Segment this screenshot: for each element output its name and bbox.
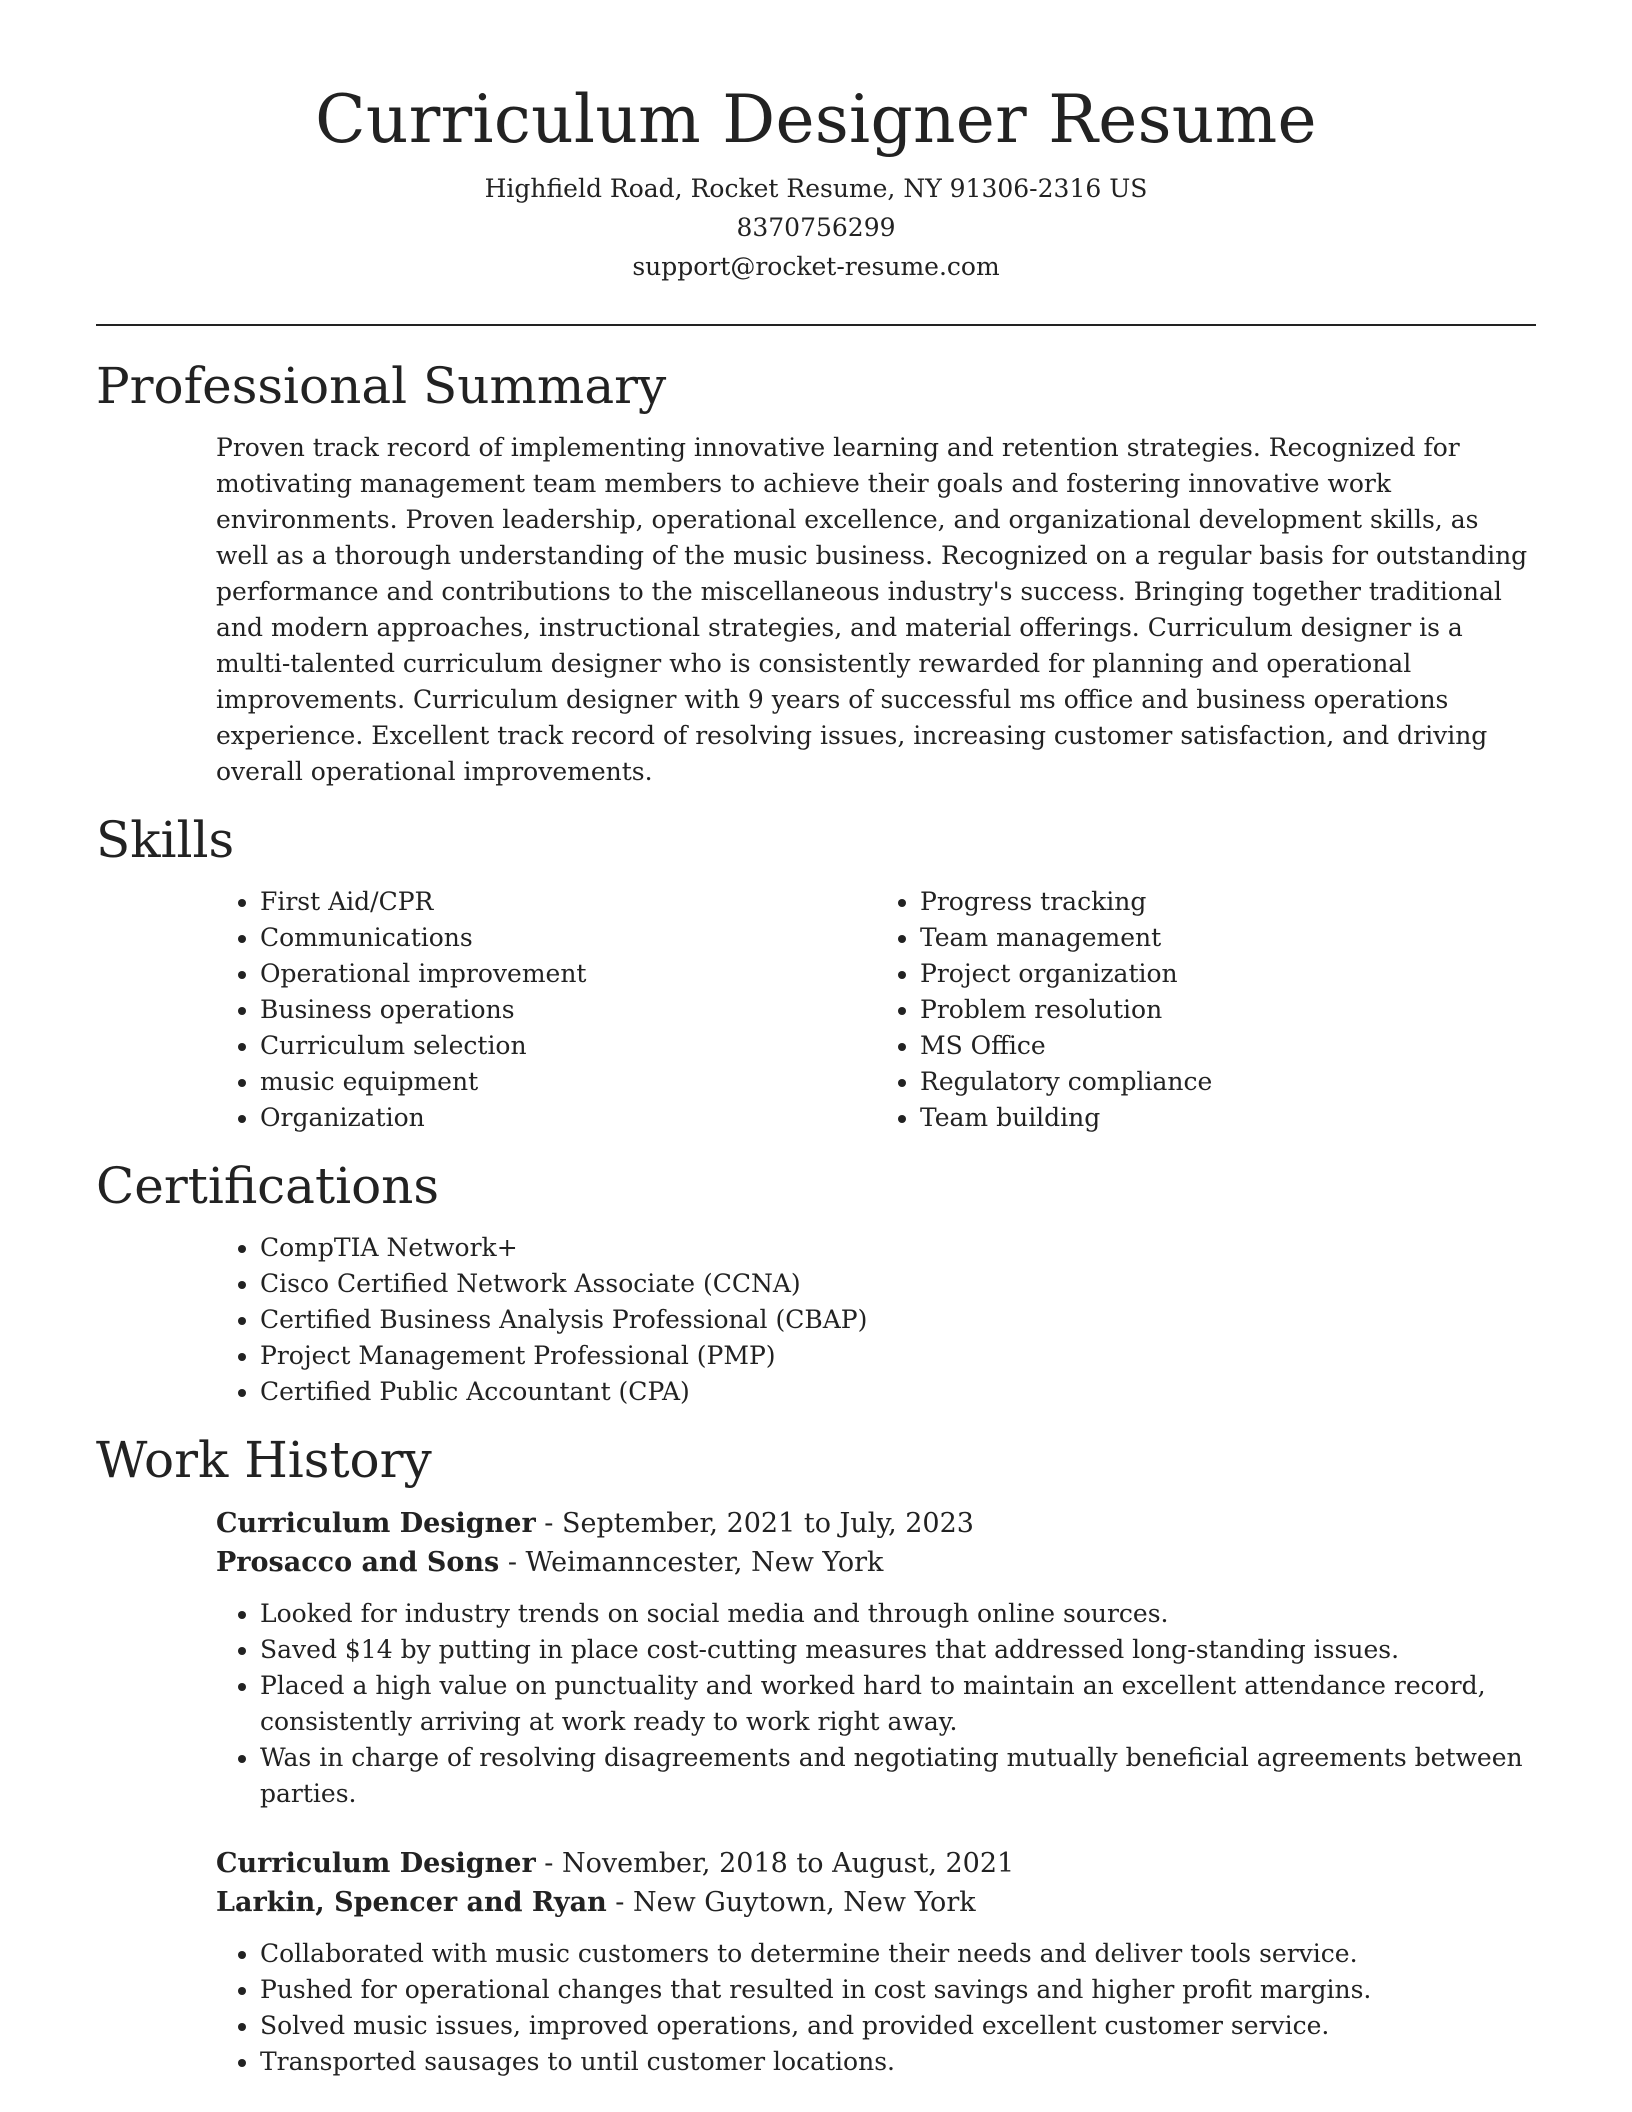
professional-summary-section	[96, 356, 1536, 790]
certifications-list	[216, 1230, 1536, 1410]
job-company-line	[216, 1543, 1536, 1582]
job-bullets	[216, 1936, 1536, 2080]
certifications-heading: Certifications	[96, 1157, 440, 1216]
job-title: Curriculum Designer	[216, 1848, 536, 1880]
certification-item: • Project Management Professional (PMP)	[260, 1338, 1536, 1374]
job-bullet: • Transported sausages to until customer locations.	[260, 2044, 1536, 2080]
job-dates: - September, 2021 to July, 2023	[535, 1508, 974, 1540]
job-bullet: • Was in charge of resolving disagreements and negotiating mutually beneficial agreements between parties.	[260, 1740, 1536, 1812]
skill-item: • music equipment	[260, 1064, 876, 1100]
contact-email: support@rocket-resume.com	[632, 252, 1000, 282]
job-company: Prosacco and Sons	[216, 1547, 500, 1579]
work-history-heading: Work History	[96, 1431, 432, 1490]
skill-item: • Project organization	[920, 956, 1536, 992]
professional-summary-text: Proven track record of implementing innovative learning and retention strategies. Recognized for motivating management team members to achieve their goals and fostering innovative work environments. Proven leadership, operational excellence, and organizational development skills, as well as a thorough understanding of the music business. Recognized on a regular basis for outstanding performance and contributions to the miscellaneous industry's success. Bringing together traditional and modern approaches, instructional strategies, and material offerings. Curriculum designer is a multi-talented curriculum designer who is consistently rewarded for planning and operational improvements. Curriculum designer with 9 years of successful ms office and business operations experience. Excellent track record of resolving issues, increasing customer satisfaction, and driving overall operational improvements.	[216, 433, 1528, 787]
skill-item: • Problem resolution	[920, 992, 1536, 1028]
certification-item: • CompTIA Network+	[260, 1230, 1536, 1266]
skills-column-left	[216, 884, 876, 1136]
job-bullet: • Collaborated with music customers to determine their needs and deliver tools service.	[260, 1936, 1536, 1972]
certifications-list-wrapper	[216, 1230, 1536, 1410]
contact-phone: 8370756299	[736, 213, 896, 243]
skill-item: • Regulatory compliance	[920, 1064, 1536, 1100]
skill-item: • Progress tracking	[920, 884, 1536, 920]
work-history-section	[96, 1430, 1536, 2080]
job-entry	[216, 1844, 1536, 2080]
job-bullets	[216, 1596, 1536, 1812]
job-title-line	[216, 1844, 1536, 1883]
resume-document	[96, 80, 1536, 2112]
contact-block	[96, 169, 1536, 286]
skill-item: • Operational improvement	[260, 956, 876, 992]
certification-item: • Certified Business Analysis Professional (CBAP)	[260, 1302, 1536, 1338]
skill-item: • Business operations	[260, 992, 876, 1028]
job-location: - Weimanncester, New York	[499, 1547, 884, 1579]
job-bullet: • Solved music issues, improved operations, and provided excellent customer service.	[260, 2008, 1536, 2044]
job-company-line	[216, 1883, 1536, 1922]
job-company: Larkin, Spencer and Ryan	[216, 1887, 607, 1919]
job-bullet: • Placed a high value on punctuality and worked hard to maintain an excellent attendance record, consistently arriving at work ready to work right away.	[260, 1668, 1536, 1740]
job-location: - New Guytown, New York	[606, 1887, 976, 1919]
skills-heading: Skills	[96, 811, 235, 870]
job-entry	[216, 1504, 1536, 1812]
professional-summary-heading: Professional Summary	[96, 357, 667, 416]
certification-item: • Cisco Certified Network Associate (CCNA)	[260, 1266, 1536, 1302]
skill-item: • Curriculum selection	[260, 1028, 876, 1064]
skill-item: • MS Office	[920, 1028, 1536, 1064]
job-bullet: • Pushed for operational changes that resulted in cost savings and higher profit margins.	[260, 1972, 1536, 2008]
resume-header	[96, 80, 1536, 286]
skill-item: • Organization	[260, 1100, 876, 1136]
job-title-line	[216, 1504, 1536, 1543]
contact-address: Highfield Road, Rocket Resume, NY 91306-2316 US	[484, 174, 1148, 204]
resume-title: Curriculum Designer Resume	[315, 81, 1317, 158]
job-bullet: • Saved $14 by putting in place cost-cutting measures that addressed long-standing issues.	[260, 1632, 1536, 1668]
skills-column-right	[876, 884, 1536, 1136]
skill-item: • Team building	[920, 1100, 1536, 1136]
certification-item: • Certified Public Accountant (CPA)	[260, 1374, 1536, 1410]
skill-item: • Communications	[260, 920, 876, 956]
certifications-section	[96, 1156, 1536, 1410]
skill-item: • Team management	[920, 920, 1536, 956]
skills-section	[96, 810, 1536, 1136]
job-dates: - November, 2018 to August, 2021	[535, 1848, 1015, 1880]
job-bullet: • Looked for industry trends on social media and through online sources.	[260, 1596, 1536, 1632]
job-title: Curriculum Designer	[216, 1508, 536, 1540]
header-divider	[96, 324, 1536, 326]
skill-item: • First Aid/CPR	[260, 884, 876, 920]
skills-grid	[216, 884, 1536, 1136]
